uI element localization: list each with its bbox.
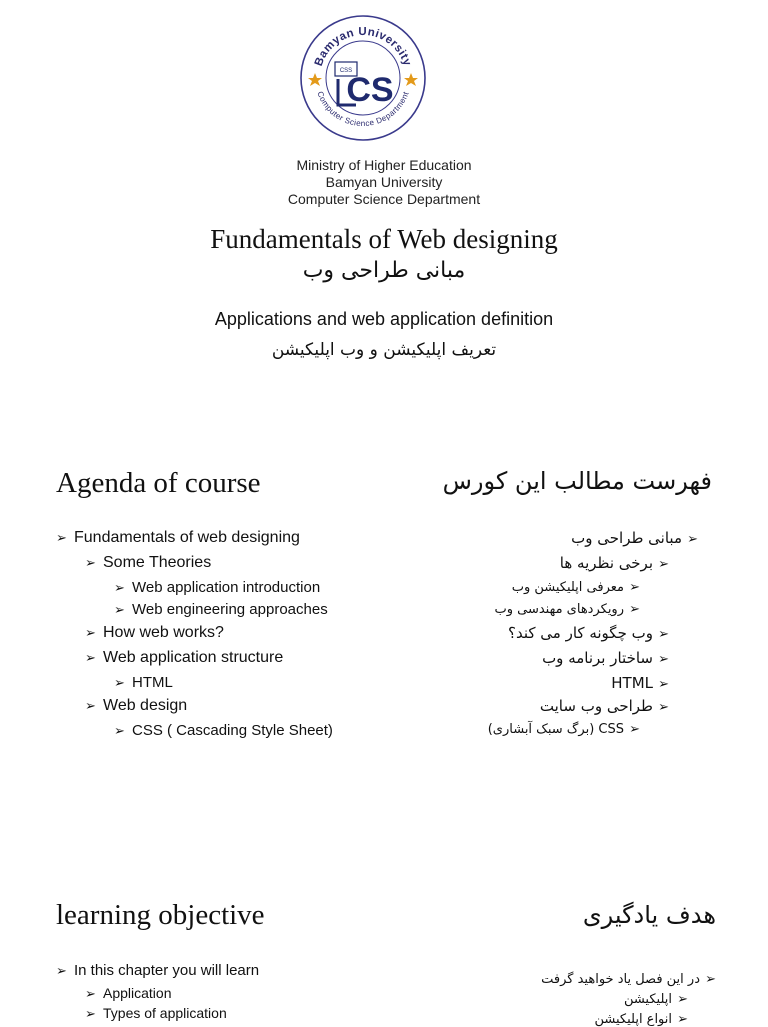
bullet-arrow-icon: ➢ bbox=[114, 580, 125, 595]
bullet-arrow-icon: ➢ bbox=[85, 625, 96, 640]
bullet-arrow-icon: ➢ bbox=[658, 677, 669, 692]
agenda-item-fa: ➢ساختار برنامه وب bbox=[542, 649, 669, 667]
objective-item-fa: ➢انواع اپلیکیشن bbox=[594, 1012, 688, 1027]
course-title-en: Fundamentals of Web designing bbox=[210, 224, 558, 254]
bullet-arrow-icon: ➢ bbox=[85, 1006, 96, 1021]
course-title-fa: مبانی طراحی وب bbox=[302, 258, 466, 283]
agenda-item-fa: ➢مبانی طراحی وب bbox=[571, 529, 698, 547]
logo-star-right-icon bbox=[404, 73, 418, 86]
agenda-item-en: ➢ Some Theories bbox=[85, 554, 212, 571]
agenda-title-en: Agenda of course bbox=[56, 467, 261, 499]
lesson-title-en: Applications and web application definition bbox=[214, 309, 554, 329]
university-logo bbox=[298, 13, 428, 143]
objective-item-en: ➢ Application bbox=[85, 985, 172, 1001]
agenda-item-en: ➢ Web engineering approaches bbox=[114, 601, 328, 618]
agenda-item-en: ➢ HTML bbox=[114, 674, 173, 691]
bullet-arrow-icon: ➢ bbox=[114, 602, 125, 617]
agenda-title-fa: فهرست مطالب این کورس bbox=[442, 467, 712, 495]
agenda-item-en: ➢ How web works? bbox=[85, 624, 224, 641]
bullet-arrow-icon: ➢ bbox=[85, 986, 96, 1001]
bullet-arrow-icon: ➢ bbox=[677, 1012, 688, 1027]
bullet-arrow-icon: ➢ bbox=[658, 652, 669, 667]
bullet-arrow-icon: ➢ bbox=[56, 530, 67, 545]
objective-item-fa: ➢در این فصل یاد خواهید گرفت bbox=[541, 972, 716, 987]
agenda-item-fa: ➢رویکردهای مهندسی وب bbox=[494, 602, 640, 617]
bullet-arrow-icon: ➢ bbox=[629, 602, 640, 617]
department-line: Computer Science Department bbox=[287, 191, 481, 207]
logo-badge-text: CSS bbox=[339, 68, 353, 74]
agenda-item-en: ➢ CSS ( Cascading Style Sheet) bbox=[114, 722, 333, 739]
bullet-arrow-icon: ➢ bbox=[658, 557, 669, 572]
bullet-arrow-icon: ➢ bbox=[705, 972, 716, 987]
bullet-arrow-icon: ➢ bbox=[629, 722, 640, 737]
objective-item-fa: ➢اپلیکیشن bbox=[623, 992, 688, 1007]
agenda-item-fa: ➢طراحی وب سایت bbox=[539, 697, 669, 715]
logo-bottom-text: Computer Science Department bbox=[315, 90, 411, 129]
university-line: Bamyan University bbox=[325, 174, 443, 190]
agenda-item-en: ➢ Web application introduction bbox=[114, 579, 321, 596]
objective-item-en: ➢ Types of application bbox=[85, 1005, 227, 1021]
bullet-arrow-icon: ➢ bbox=[85, 555, 96, 570]
bullet-arrow-icon: ➢ bbox=[114, 723, 125, 738]
agenda-item-fa: ➢معرفی اپلیکیشن وب bbox=[511, 580, 640, 595]
bullet-arrow-icon: ➢ bbox=[658, 627, 669, 642]
agenda-item-fa: ➢CSS (برگ سبک آبشاری) bbox=[487, 722, 640, 737]
bullet-arrow-icon: ➢ bbox=[85, 698, 96, 713]
agenda-item-fa: ➢برخی نظریه ها bbox=[559, 554, 669, 572]
bullet-arrow-icon: ➢ bbox=[687, 532, 698, 547]
objective-item-en: ➢ In this chapter you will learn bbox=[56, 962, 260, 979]
bullet-arrow-icon: ➢ bbox=[629, 580, 640, 595]
bullet-arrow-icon: ➢ bbox=[56, 963, 67, 978]
agenda-item-en: ➢ Fundamentals of web designing bbox=[56, 529, 300, 546]
lesson-title-fa: تعریف اپلیکیشن و وب اپلیکیشن bbox=[271, 340, 497, 360]
agenda-item-fa: ➢وب چگونه کار می کند؟ bbox=[508, 624, 669, 642]
bullet-arrow-icon: ➢ bbox=[85, 650, 96, 665]
logo-letters: CS bbox=[346, 71, 394, 109]
ministry-line: Ministry of Higher Education bbox=[296, 157, 472, 173]
bullet-arrow-icon: ➢ bbox=[677, 992, 688, 1007]
bullet-arrow-icon: ➢ bbox=[114, 675, 125, 690]
logo-star-left-icon bbox=[308, 73, 322, 86]
objective-title-fa: هدف یادگیری bbox=[582, 901, 716, 929]
logo-ring-text: Bamyan University bbox=[312, 25, 414, 68]
agenda-item-en: ➢ Web design bbox=[85, 697, 188, 714]
agenda-item-en: ➢ Web application structure bbox=[85, 649, 284, 666]
bullet-arrow-icon: ➢ bbox=[658, 700, 669, 715]
objective-title-en: learning objective bbox=[56, 899, 265, 931]
agenda-item-fa: ➢HTML bbox=[611, 674, 669, 692]
